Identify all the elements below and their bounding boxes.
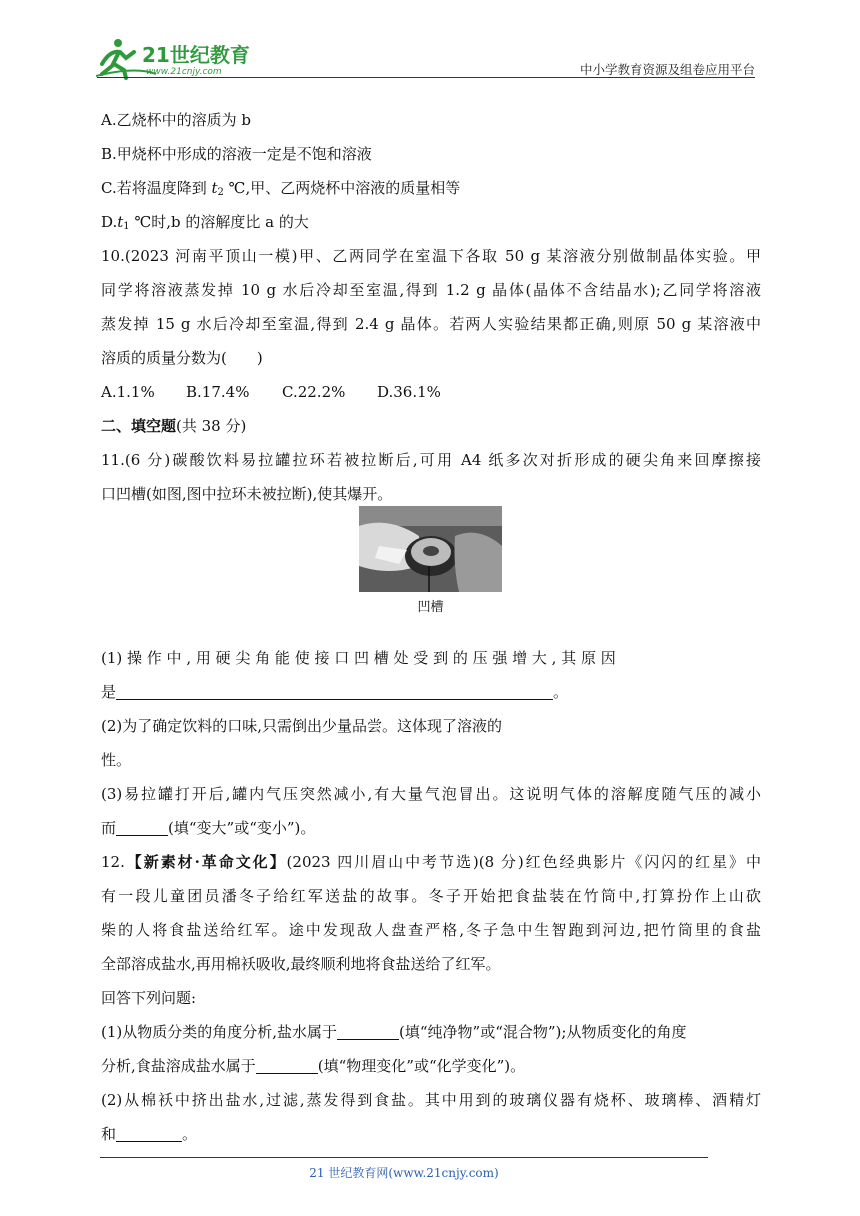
q10-options bbox=[101, 375, 761, 409]
platform-tagline: 中小学教育资源及组卷应用平台 bbox=[579, 62, 755, 77]
q11-part2-line2: 性。 bbox=[101, 751, 132, 769]
can-photo-image bbox=[359, 506, 502, 592]
footer-divider bbox=[100, 1157, 708, 1158]
answer-blank[interactable] bbox=[116, 1127, 182, 1142]
q11-part1-line2: 是 。 bbox=[101, 683, 569, 701]
q10-option-d: D.36.1% bbox=[377, 383, 441, 401]
q12-part2-line1: (2)从棉袄中挤出盐水,过滤,蒸发得到食盐。其中用到的玻璃仪器有烧杯、玻璃棒、酒精灯 bbox=[101, 1091, 761, 1109]
q9-option-b: B.甲烧杯中形成的溶液一定是不饱和溶液 bbox=[101, 145, 372, 163]
q10-option-c: C.22.2% bbox=[282, 383, 346, 401]
q10-option-a: A.1.1% bbox=[101, 383, 155, 401]
q11-part3-line1: (3)易拉罐打开后,罐内气压突然减小,有大量气泡冒出。这说明气体的溶解度随气压的减小 bbox=[101, 785, 761, 803]
q12-part1-line1: (1)从物质分类的角度分析,盐水属于 (填“纯净物”或“混合物”);从物质变化的角度 bbox=[101, 1023, 687, 1041]
question-content bbox=[101, 103, 761, 1151]
logo-runner-icon bbox=[96, 36, 266, 80]
q9-option-a: A.乙烧杯中的溶质为 b bbox=[101, 111, 251, 129]
section-heading: 二、填空题(共 38 分) bbox=[101, 417, 247, 435]
can-figure bbox=[359, 506, 502, 615]
logo-text: 21世纪教育 bbox=[142, 43, 250, 67]
q9-option-d: $D.t_1$ ℃时,b 的溶解度比 a 的大 bbox=[101, 213, 309, 232]
q12-part1-line2: 分析,食盐溶成盐水属于 (填“物理变化”或“化学变化”)。 bbox=[101, 1057, 526, 1075]
q12-prompt: 回答下列问题: bbox=[101, 989, 197, 1007]
answer-blank[interactable] bbox=[116, 685, 553, 700]
q12-stem-line1: 12.【新素材·革命文化】(2023 四川眉山中考节选)(8 分)红色经典影片《闪闪的红星》中 bbox=[101, 853, 761, 871]
answer-blank[interactable] bbox=[256, 1059, 318, 1074]
q12-stem-line3: 柴的人将食盐送给红军。途中发现敌人盘查严格,冬子急中生智跑到河边,把竹筒里的食盐 bbox=[101, 921, 761, 939]
header-divider bbox=[97, 77, 755, 78]
logo-21cnjy bbox=[96, 36, 266, 80]
q11-stem-line2: 口凹槽(如图,图中拉环未被拉断),使其爆开。 bbox=[101, 485, 393, 503]
figure-caption: 凹槽 bbox=[417, 600, 444, 615]
q12-stem-line2: 有一段儿童团员潘冬子给红军送盐的故事。冬子开始把食盐装在竹筒中,打算扮作上山砍 bbox=[101, 887, 761, 905]
q10-stem-line4: 溶质的质量分数为( ) bbox=[101, 349, 263, 367]
answer-blank[interactable] bbox=[116, 821, 168, 836]
q11-part2-line1: (2)为了确定饮料的口味,只需倒出少量品尝。这体现了溶液的 bbox=[101, 717, 503, 735]
q10-option-b: B.17.4% bbox=[186, 383, 250, 401]
q12-part2-line2: 和 。 bbox=[101, 1125, 198, 1143]
can-photo bbox=[359, 506, 502, 592]
q10-stem-line2: 同学将溶液蒸发掉 10 g 水后冷却至室温,得到 1.2 g 晶体(晶体不含结晶水);乙同学将溶液 bbox=[101, 281, 761, 299]
q11-stem-line1: 11.(6 分)碳酸饮料易拉罐拉环若被拉断后,可用 A4 纸多次对折形成的硬尖角来回摩擦接 bbox=[101, 451, 761, 469]
q11-part3-line2: 而 (填“变大”或“变小”)。 bbox=[101, 819, 316, 837]
q12-stem-line4: 全部溶成盐水,再用棉袄吸收,最终顺利地将食盐送给了红军。 bbox=[101, 955, 501, 973]
q10-stem-line3: 蒸发掉 15 g 水后冷却至室温,得到 2.4 g 晶体。若两人实验结果都正确,则原 50 g 某溶液中 bbox=[101, 315, 761, 333]
q10-stem-line1: 10.(2023 河南平顶山一模)甲、乙两同学在室温下各取 50 g 某溶液分别做制晶体实验。甲 bbox=[101, 247, 761, 265]
footer-link[interactable]: 21 世纪教育网(www.21cnjy.com) bbox=[309, 1166, 499, 1180]
page-header bbox=[0, 0, 860, 82]
answer-blank[interactable] bbox=[337, 1025, 399, 1040]
q11-part1-line1: (1) 操 作 中 , 用 硬 尖 角 能 使 接 口 凹 槽 处 受 到 的 压 强 增 大 , 其 原 因 bbox=[101, 649, 616, 667]
logo-url: www.21cnjy.com bbox=[146, 67, 222, 77]
q9-option-c: C.若将温度降到 $t_2$ ℃,甲、乙两烧杯中溶液的质量相等 bbox=[101, 179, 461, 198]
